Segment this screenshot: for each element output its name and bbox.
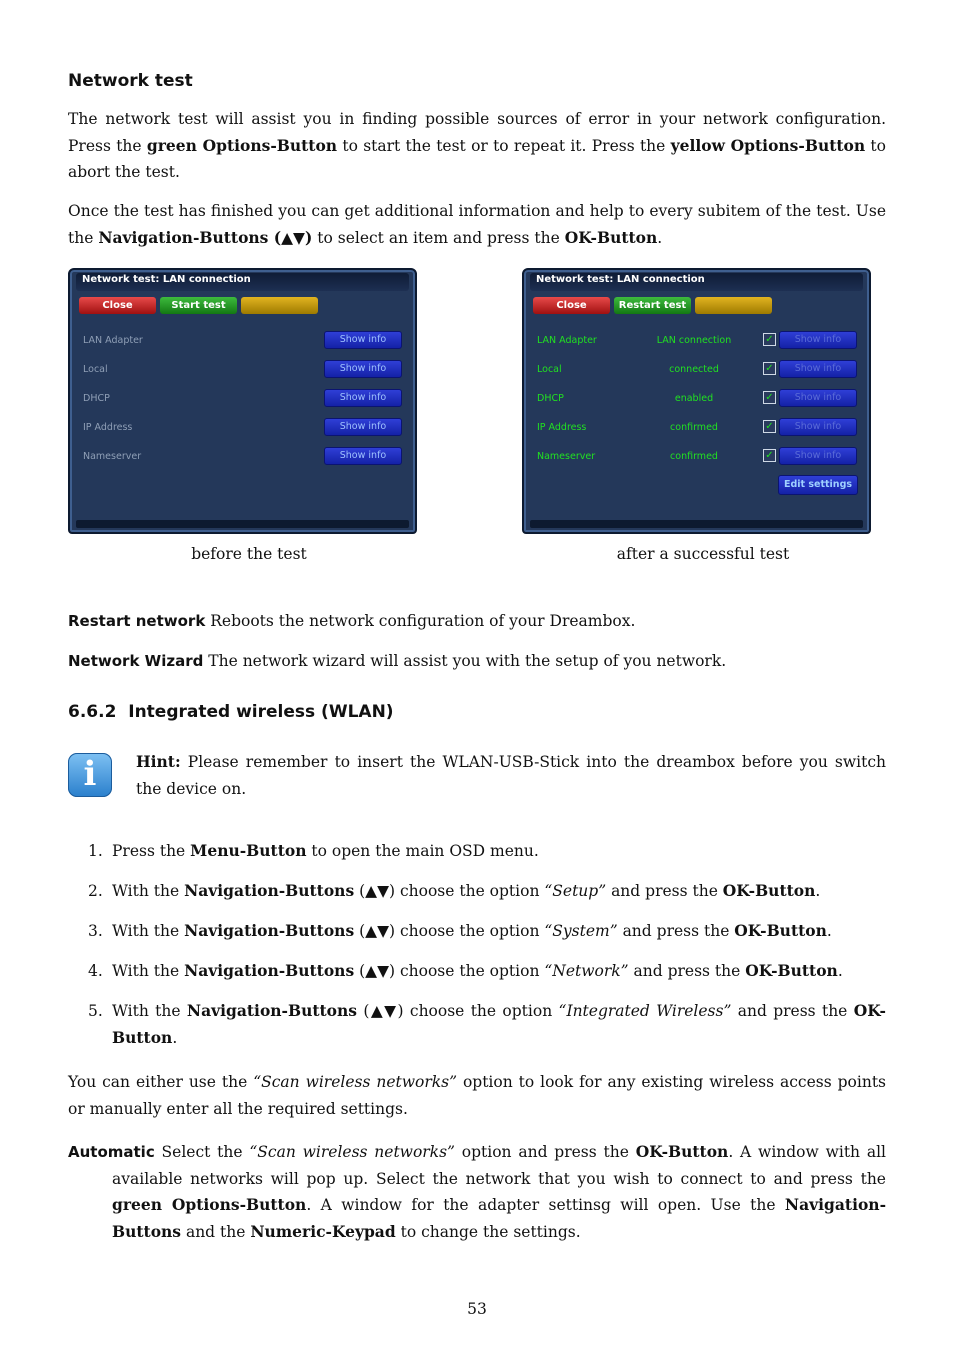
close-button[interactable]: Close bbox=[79, 297, 156, 314]
show-info-button[interactable]: Show info bbox=[324, 447, 402, 465]
row-label-dhcp: DHCP bbox=[537, 393, 564, 404]
section-title: Network test bbox=[68, 71, 193, 91]
row-label-ip-address: IP Address bbox=[83, 422, 133, 433]
row-label-nameserver: Nameserver bbox=[537, 451, 596, 462]
step-number: 3. bbox=[88, 922, 103, 940]
checkmark-icon: ✓ bbox=[763, 333, 776, 346]
show-info-button[interactable]: Show info bbox=[324, 331, 402, 349]
close-button[interactable]: Close bbox=[533, 297, 610, 314]
show-info-button[interactable]: Show info bbox=[324, 389, 402, 407]
text: to change the settings. bbox=[395, 1222, 581, 1241]
row-label-local: Local bbox=[537, 364, 562, 375]
italic-option: “Scan wireless networks” bbox=[249, 1143, 455, 1161]
row-label-ip-address: IP Address bbox=[537, 422, 587, 433]
yellow-button[interactable] bbox=[695, 297, 772, 314]
text: and press the bbox=[628, 962, 746, 980]
description-term: Restart network bbox=[68, 612, 206, 630]
text: to select an item and press the bbox=[312, 228, 565, 247]
edit-settings-button[interactable]: Edit settings bbox=[778, 475, 858, 495]
bold-term: Menu-Button bbox=[190, 841, 307, 860]
row-label-local: Local bbox=[83, 364, 108, 375]
text: . A window with all available networks will pop up. Select the network that you wish to connect to and press the bbox=[112, 1143, 887, 1188]
restart-test-button[interactable]: Restart test bbox=[614, 297, 691, 314]
bold-term: yellow Options-Button bbox=[670, 135, 866, 155]
text: . bbox=[837, 962, 843, 980]
text: . A window for the adapter settinsg will open. Use the bbox=[306, 1196, 785, 1214]
text: Select the bbox=[154, 1143, 250, 1161]
text: . bbox=[815, 882, 821, 900]
show-info-button[interactable]: Show info bbox=[779, 418, 857, 436]
bold-term: Navigation-Buttons (▲▼) bbox=[98, 227, 313, 247]
intro-paragraph-1 bbox=[68, 106, 886, 186]
text: The network test will assist you in finding possible sources of error in your network configuration. Press the bbox=[68, 110, 886, 155]
network-wizard-item bbox=[68, 648, 886, 675]
row-status: LAN connection bbox=[656, 335, 732, 346]
hint-body: Please remember to insert the WLAN-USB-Stick into the dreambox before you switch the device on. bbox=[136, 753, 886, 798]
text: (▲▼) choose the option bbox=[354, 962, 545, 980]
step-number: 2. bbox=[88, 882, 103, 900]
show-info-button[interactable]: Show info bbox=[779, 447, 857, 465]
restart-network-item bbox=[68, 608, 886, 635]
osd-title: Network test: LAN connection bbox=[82, 274, 251, 285]
caption-after: after a successful test bbox=[616, 545, 790, 563]
osd-bottom-bar bbox=[76, 520, 409, 528]
bold-term: OK-Button bbox=[722, 881, 816, 900]
row-label-nameserver: Nameserver bbox=[83, 451, 142, 462]
bold-term: Numeric-Keypad bbox=[250, 1221, 396, 1241]
text: With the bbox=[112, 1002, 187, 1020]
row-status: confirmed bbox=[670, 451, 718, 462]
subsection-title: Integrated wireless (WLAN) bbox=[128, 702, 394, 722]
bold-term: green Options-Button bbox=[146, 135, 338, 155]
subsection-number: 6.6.2 bbox=[68, 702, 117, 722]
bold-term: Navigation-Buttons bbox=[184, 881, 355, 900]
scan-paragraph bbox=[68, 1069, 886, 1122]
hint-text bbox=[136, 749, 886, 802]
italic-option: “Setup” bbox=[544, 882, 607, 900]
bold-term: Navigation-Buttons bbox=[112, 1195, 886, 1241]
bold-term: OK-Button bbox=[745, 961, 838, 980]
row-status: enabled bbox=[674, 393, 714, 404]
bold-term: Navigation-Buttons bbox=[184, 961, 355, 980]
text: (▲▼) choose the option bbox=[357, 1002, 559, 1020]
text: and press the bbox=[606, 882, 723, 900]
list-item bbox=[68, 878, 886, 905]
text: and the bbox=[181, 1222, 251, 1241]
show-info-button[interactable]: Show info bbox=[779, 389, 857, 407]
text: to start the test or to repeat it. Press the bbox=[337, 136, 671, 155]
row-status: confirmed bbox=[670, 422, 718, 433]
text: Once the test has finished you can get additional information and help to every subitem of the test. Use the bbox=[68, 202, 886, 247]
text: to open the main OSD menu. bbox=[306, 842, 539, 860]
osd-title: Network test: LAN connection bbox=[536, 274, 705, 285]
checkmark-icon: ✓ bbox=[763, 391, 776, 404]
steps-list bbox=[68, 838, 886, 1065]
row-label-lan-adapter: LAN Adapter bbox=[537, 335, 597, 346]
bold-term: OK-Button bbox=[564, 227, 658, 247]
text: option and press the bbox=[454, 1143, 636, 1161]
hint-label: Hint: bbox=[136, 752, 181, 771]
text: Press the bbox=[112, 842, 191, 860]
text: (▲▼) choose the option bbox=[354, 922, 545, 940]
text: . bbox=[172, 1028, 178, 1047]
show-info-button[interactable]: Show info bbox=[324, 418, 402, 436]
text: and press the bbox=[731, 1002, 854, 1020]
bold-term: OK-Button bbox=[734, 921, 827, 940]
bold-term: Navigation-Buttons bbox=[186, 1001, 358, 1020]
row-label-dhcp: DHCP bbox=[83, 393, 110, 404]
page-number: 53 bbox=[467, 1300, 487, 1318]
step-number: 1. bbox=[88, 842, 103, 860]
text: (▲▼) choose the option bbox=[354, 882, 545, 900]
checkmark-icon: ✓ bbox=[763, 362, 776, 375]
yellow-button[interactable] bbox=[241, 297, 318, 314]
screenshot-before bbox=[68, 268, 417, 534]
bold-term: OK-Button bbox=[112, 1001, 886, 1047]
osd-bottom-bar bbox=[530, 520, 863, 528]
list-item bbox=[68, 958, 886, 985]
intro-paragraph-2 bbox=[68, 198, 886, 251]
text: With the bbox=[112, 962, 185, 980]
step-number: 5. bbox=[88, 1002, 103, 1020]
italic-option: “System” bbox=[544, 922, 618, 940]
info-icon: i bbox=[68, 753, 112, 797]
automatic-item bbox=[68, 1139, 886, 1245]
text: With the bbox=[112, 882, 185, 900]
subsection-heading bbox=[68, 702, 394, 722]
checkmark-icon: ✓ bbox=[763, 420, 776, 433]
description-text: Reboots the network configuration of your Dreambox. bbox=[210, 612, 636, 630]
italic-option: “Integrated Wireless” bbox=[558, 1002, 732, 1020]
text: to abort the test. bbox=[68, 136, 886, 181]
step-number: 4. bbox=[88, 962, 103, 980]
bold-term: green Options-Button bbox=[112, 1195, 307, 1214]
text: . bbox=[826, 922, 832, 940]
row-label-lan-adapter: LAN Adapter bbox=[83, 335, 143, 346]
list-item bbox=[68, 918, 886, 945]
checkmark-icon: ✓ bbox=[763, 449, 776, 462]
show-info-button[interactable]: Show info bbox=[324, 360, 402, 378]
bold-term: Navigation-Buttons bbox=[184, 921, 355, 940]
description-text: The network wizard will assist you with the setup of you network. bbox=[208, 652, 727, 670]
list-item bbox=[68, 998, 886, 1051]
text: With the bbox=[112, 922, 185, 940]
text: and press the bbox=[617, 922, 735, 940]
screenshot-after bbox=[522, 268, 871, 534]
show-info-button[interactable]: Show info bbox=[779, 331, 857, 349]
list-item bbox=[68, 838, 886, 865]
text: . bbox=[657, 228, 663, 247]
text: option to look for any existing wireless access points or manually enter all the required settings. bbox=[68, 1073, 887, 1118]
italic-option: “Scan wireless networks” bbox=[253, 1073, 458, 1091]
start-test-button[interactable]: Start test bbox=[160, 297, 237, 314]
row-status: connected bbox=[669, 364, 719, 375]
description-term: Automatic bbox=[68, 1143, 155, 1161]
bold-term: OK-Button bbox=[635, 1142, 729, 1161]
show-info-button[interactable]: Show info bbox=[779, 360, 857, 378]
caption-before: before the test bbox=[191, 545, 307, 563]
italic-option: “Network” bbox=[544, 962, 629, 980]
text: You can either use the bbox=[68, 1073, 254, 1091]
description-term: Network Wizard bbox=[68, 652, 204, 670]
